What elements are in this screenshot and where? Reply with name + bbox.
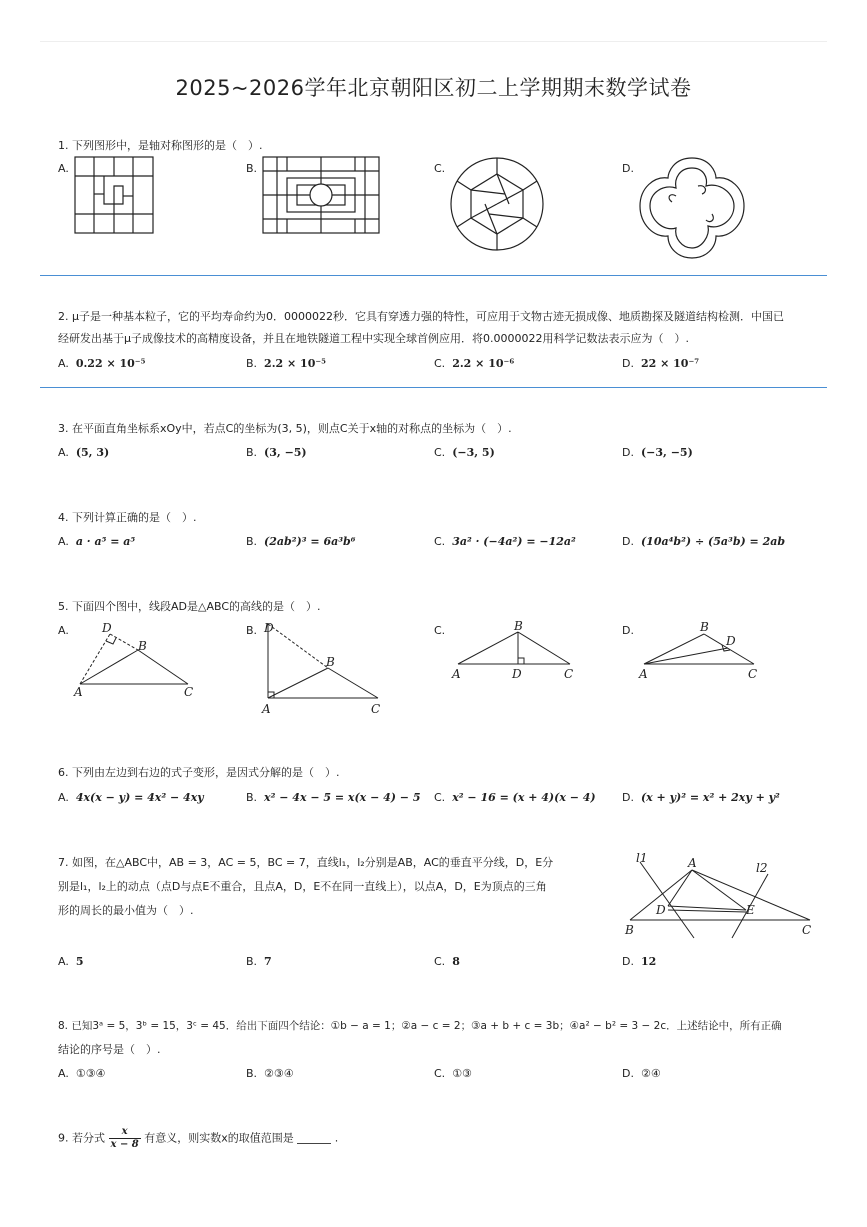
q3-option-a-value: (5, 3)	[75, 446, 110, 459]
q9-fraction-denominator: x − 8	[110, 1139, 139, 1150]
separator-2	[40, 387, 827, 388]
q7-line2: 别是l₁，l₂上的动点（点D与点E不重合，且点A，D，E不在同一直线上），以点A，D，E为顶点的三角	[58, 880, 547, 893]
q7-option-b: B. 7	[246, 955, 272, 968]
q4-option-c-value: 3a² · (−4a²) = −12a²	[452, 535, 576, 548]
q7-option-b-value: 7	[264, 955, 272, 968]
q4-option-d-value: (10a⁴b²) ÷ (5a³b) = 2ab	[640, 535, 786, 548]
q8-line2: 结论的序号是（ ）.	[58, 1043, 161, 1056]
q6-option-b-value: x² − 4x − 5 = x(x − 4) − 5	[264, 791, 421, 804]
q2-option-b: B. 2.2 × 10⁻⁵	[246, 357, 326, 370]
q4-option-a-value: a · a⁵ = a⁵	[75, 535, 136, 548]
q3-option-c-value: (−3, 5)	[452, 446, 495, 459]
q6-option-c-value: x² − 16 = (x + 4)(x − 4)	[452, 791, 596, 804]
q6-option-b: B. x² − 4x − 5 = x(x − 4) − 5	[246, 791, 421, 804]
q5a-label-b: B	[138, 639, 147, 653]
q7-option-a: A. 5	[58, 955, 84, 968]
q2-option-a-value: 0.22 × 10⁻⁵	[75, 357, 146, 370]
q7-label-l2: l2	[756, 861, 768, 875]
q6-option-d: D. (x + y)² = x² + 2xy + y²	[622, 791, 780, 804]
q3-option-b-value: (3, −5)	[264, 446, 307, 459]
q1-figure-d	[636, 154, 748, 262]
q5b-label-a: A	[262, 702, 271, 716]
q3-stem: 3. 在平面直角坐标系xOy中，若点C的坐标为(3, 5)，则点C关于x轴的对称点的坐标为（ ）.	[58, 422, 512, 435]
top-rule	[40, 41, 827, 42]
q2-line1: 2. μ子是一种基本粒子，它的平均寿命约为0．0000022秒．它具有穿透力强的特性，可应用于文物古迹无损成像、地质勘探及隧道结构检测．中国已	[58, 310, 784, 323]
q7-label-c: C	[802, 923, 812, 937]
q8-option-a-value: ①③④	[75, 1067, 106, 1080]
q4-option-c: C. 3a² · (−4a²) = −12a²	[434, 535, 576, 548]
q4-option-a: A. a · a⁵ = a⁵	[58, 535, 136, 548]
q1-option-d-label: D.	[622, 162, 634, 175]
q5b-label-c: C	[371, 702, 381, 716]
q5-option-d-label: D.	[622, 624, 634, 637]
q5d-label-a: A	[639, 667, 648, 681]
q5-option-b-label: B.	[246, 624, 258, 637]
q4-stem: 4. 下列计算正确的是（ ）.	[58, 511, 197, 524]
q6-option-a-value: 4x(x − y) = 4x² − 4xy	[75, 791, 204, 804]
q5d-label-b: B	[700, 620, 709, 634]
page-title: 2025~2026学年北京朝阳区初二上学期期末数学试卷	[175, 76, 692, 100]
q1-figure-b	[262, 156, 382, 236]
q7-figure	[622, 848, 818, 940]
q9-fraction-numerator: x	[109, 1126, 141, 1139]
q6-option-d-value: (x + y)² = x² + 2xy + y²	[640, 791, 780, 804]
q7-option-d: D. 12	[622, 955, 657, 968]
q8-line1: 8. 已知3ᵃ = 5，3ᵇ = 15，3ᶜ = 45．给出下面四个结论：①b − a = 1；②a − c = 2；③a + b + c = 3b；④a² − b² = 3 − 2c．上述结论中，所有正确	[58, 1020, 782, 1032]
q1-stem: 1. 下列图形中，是轴对称图形的是（ ）.	[58, 139, 263, 152]
q5c-label-b: B	[514, 619, 523, 633]
q2-option-b-value: 2.2 × 10⁻⁵	[264, 357, 326, 370]
q1-figure-c	[449, 156, 545, 252]
q8-option-c-value: ①③	[452, 1067, 472, 1080]
q8-option-b-value: ②③④	[264, 1067, 294, 1080]
q2-option-c: C. 2.2 × 10⁻⁶	[434, 357, 515, 370]
q1-option-a-label: A.	[58, 162, 69, 175]
q6-option-a: A. 4x(x − y) = 4x² − 4xy	[58, 791, 204, 804]
q5-option-c-label: C.	[434, 624, 446, 637]
q7-line1: 7. 如图，在△ABC中，AB = 3，AC = 5，BC = 7，直线l₁，l₂分别是AB，AC的垂直平分线，D，E分	[58, 856, 554, 869]
q3-option-b: B. (3, −5)	[246, 446, 307, 459]
q5a-label-d: D	[102, 621, 112, 635]
separator-1	[40, 275, 827, 276]
q1-option-c-label: C.	[434, 162, 446, 175]
q1-figure-a	[74, 156, 156, 236]
q4-option-b: B. (2ab²)³ = 6a³b⁶	[246, 535, 356, 548]
q3-option-d-value: (−3, −5)	[640, 446, 693, 459]
q7-label-l1: l1	[636, 851, 648, 865]
q1-option-b-label: B.	[246, 162, 258, 175]
q4-option-d: D. (10a⁴b²) ÷ (5a³b) = 2ab	[622, 535, 786, 548]
q2-option-d-value: 22 × 10⁻⁷	[640, 357, 700, 370]
q7-label-e: E	[746, 903, 755, 917]
q5c-label-d: D	[512, 667, 522, 681]
q5a-label-c: C	[184, 685, 194, 699]
q9-prefix: 9. 若分式	[58, 1131, 105, 1145]
q9-suffix: 有意义，则实数x的取值范围是	[144, 1131, 294, 1145]
q3-option-d: D. (−3, −5)	[622, 446, 693, 459]
q5d-label-d: D	[726, 634, 736, 648]
q4-option-b-value: (2ab²)³ = 6a³b⁶	[264, 535, 356, 548]
q5-option-a-label: A.	[58, 624, 69, 637]
q5-figure-d	[636, 618, 766, 684]
q6-stem: 6. 下列由左边到右边的式子变形，是因式分解的是（ ）.	[58, 766, 340, 779]
q7-option-d-value: 12	[640, 955, 657, 968]
q5c-label-a: A	[452, 667, 461, 681]
q8-option-d: D. ②④	[622, 1067, 661, 1080]
q5c-label-c: C	[564, 667, 574, 681]
q7-label-b: B	[625, 923, 634, 937]
q7-label-a: A	[688, 856, 697, 870]
q8-option-a: A. ①③④	[58, 1067, 106, 1080]
q9-fraction	[109, 1126, 141, 1151]
q9-stem	[58, 1126, 338, 1151]
q5-figure-c	[448, 618, 578, 684]
q5d-label-c: C	[748, 667, 758, 681]
q8-option-b: B. ②③④	[246, 1067, 294, 1080]
q7-line3: 形的周长的最小值为（ ）.	[58, 904, 194, 917]
q9-answer-blank[interactable]	[297, 1133, 331, 1144]
q9-end: .	[334, 1131, 339, 1145]
q3-option-c: C. (−3, 5)	[434, 446, 495, 459]
q2-line2: 经研发出基于μ子成像技术的高精度设备，并且在地铁隧道工程中实现全球首例应用．将0.0000022用科学记数法表示应为（ ）.	[58, 332, 689, 345]
q3-option-a: A. (5, 3)	[58, 446, 110, 459]
q7-option-a-value: 5	[75, 955, 84, 968]
q8-option-d-value: ②④	[640, 1067, 661, 1080]
q5-figure-a	[70, 618, 200, 702]
q5b-label-d: D	[264, 621, 274, 635]
q2-option-d: D. 22 × 10⁻⁷	[622, 357, 700, 370]
q2-option-c-value: 2.2 × 10⁻⁶	[452, 357, 515, 370]
q7-option-c: C. 8	[434, 955, 460, 968]
q5-figure-b	[258, 618, 388, 718]
q7-option-c-value: 8	[452, 955, 460, 968]
q5a-label-a: A	[74, 685, 83, 699]
q5-stem: 5. 下面四个图中，线段AD是△ABC的高线的是（ ）.	[58, 600, 321, 613]
q2-option-a: A. 0.22 × 10⁻⁵	[58, 357, 146, 370]
q5b-label-b: B	[326, 655, 335, 669]
q8-option-c: C. ①③	[434, 1067, 472, 1080]
q7-label-d: D	[656, 903, 666, 917]
q6-option-c: C. x² − 16 = (x + 4)(x − 4)	[434, 791, 596, 804]
